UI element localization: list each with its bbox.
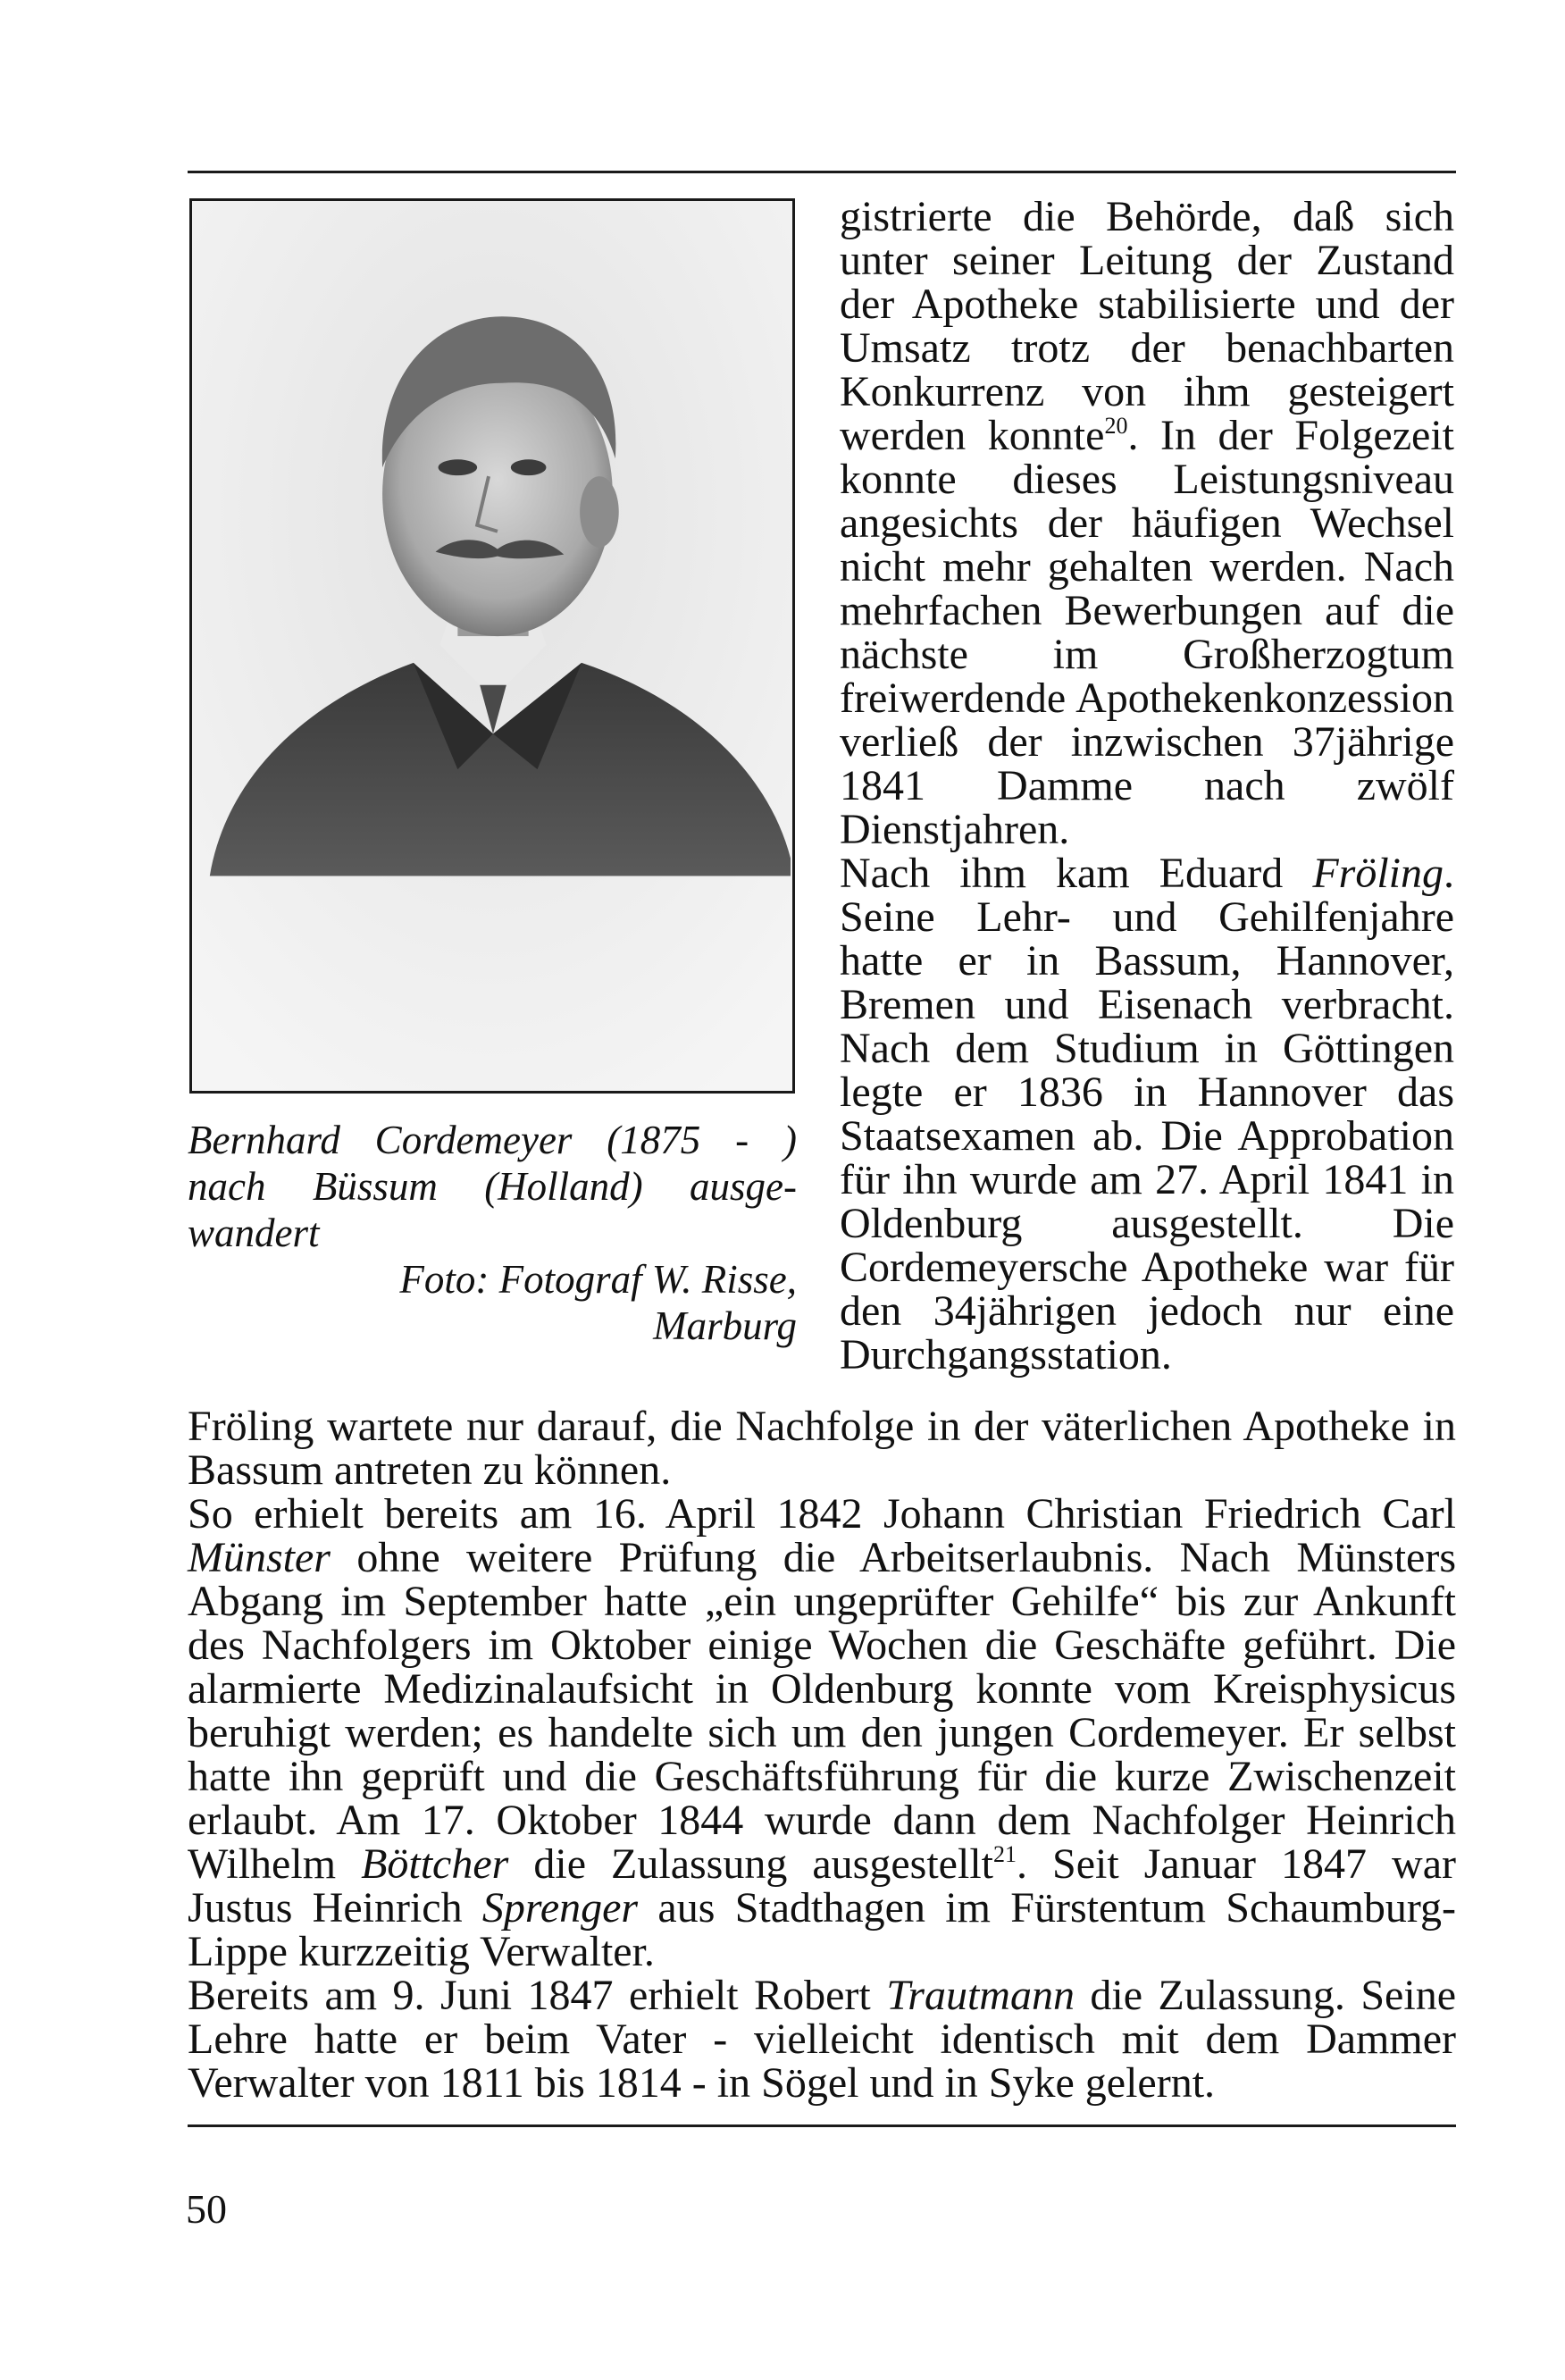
text-run: . Seine Lehr- und Gehilfenjahre hatte er in Bassum, Hannover, Bremen und Eisenach verbracht. Nach dem Studium in Göttingen legte er 1836 in Hannover das Staatsexamen ab. Die Approbation für ihn wurde am 27. April 1841 in Oldenburg ausgestellt. Die Cordemeyersche Apotheke war für den 34jährigen jedoch nur eine Durchgangsstation. [840,850,1454,1379]
photo-credit: Marburg [653,1303,797,1348]
footnote-ref: 21 [993,1841,1017,1867]
text-run: die Zulassung ausgestellt [508,1840,993,1888]
page-number: 50 [186,2186,227,2232]
full-width-text [188,1404,1456,2105]
portrait-photo [189,198,795,1094]
person-name: Sprenger [481,1884,639,1932]
person-name: Böttcher [361,1840,509,1888]
photo-caption [188,1117,797,1349]
text-run: Nach ihm kam Eduard [840,850,1313,897]
photo-credit: Foto: Fotograf W. Risse, [399,1257,797,1302]
paragraph: Fröling wartete nur darauf, die Nachfolge in der väterlichen Apotheke in Bassum antreten zu können. [188,1403,1456,1494]
footnote-ref: 20 [1104,413,1128,439]
person-name: Münster [188,1534,331,1581]
person-name: Fröling [1312,850,1444,897]
text-run: Bereits am 9. Juni 1847 erhielt Robert [188,1972,887,2019]
text-run: aus Stadthagen im Fürstentum Schaumburg-Lippe kurzzeitig Verwalter. [188,1884,1456,1975]
paragraph [188,1492,1456,1974]
portrait-photo-image [192,201,792,1091]
paragraph [188,1974,1456,2105]
text-run: die Zulassung. Seine Lehre hatte er beim Vater - vielleicht identisch mit dem Dammer Verwalter von 1811 bis 1814 - in Sögel und in Syke gelernt. [188,1972,1456,2107]
text-run: So erhielt bereits am 16. April 1842 Johann Christian Friedrich Carl [188,1490,1456,1538]
caption-line: wandert [188,1211,320,1255]
caption-line: Bernhard Cordemeyer (1875 - ) [188,1118,797,1162]
bottom-rule [188,2124,1456,2127]
paragraph [840,195,1454,851]
text-run: gistrierte die Behörde, daß sich unter seiner Leitung der Zustand der Apotheke stabilisierte und der Umsatz trotz der benachbarten Konkurrenz von ihm gesteigert werden konnte [840,193,1454,459]
paragraph [840,851,1454,1377]
text-run: . Seit Januar 1847 war Justus Heinrich [188,1840,1456,1932]
top-rule [188,171,1456,173]
text-run: ohne weitere Prüfung die Arbeitserlaubnis. Nach Münsters Abgang im September hatte „ein ungeprüfter Gehilfe“ bis zur Ankunft des Nachfolgers im Oktober einige Wochen die Geschäfte geführt. Die alarmierte Medizinalaufsicht in Oldenburg konnte vom Kreisphysicus beruhigt werden; es handelte sich um den jungen Cordemeyer. Er selbst hatte ihn geprüft und die Geschäftsführung für die kurze Zwischenzeit erlaubt. Am 17. Oktober 1844 wurde dann dem Nachfolger Heinrich Wilhelm [188,1534,1456,1888]
person-name: Trautmann [886,1972,1075,2019]
right-column-text [840,195,1454,1377]
caption-line: nach Büssum (Holland) ausge- [188,1164,797,1209]
text-run: . In der Folgezeit konnte dieses Leistungsniveau angesichts der häufigen Wechsel nicht mehr gehalten werden. Nach mehrfachen Bewerbungen auf die nächste im Großherzogtum freiwerdende Apothekenkonzession verließ der inzwischen 37jährige 1841 Damme nach zwölf Dienstjahren. [840,412,1454,853]
